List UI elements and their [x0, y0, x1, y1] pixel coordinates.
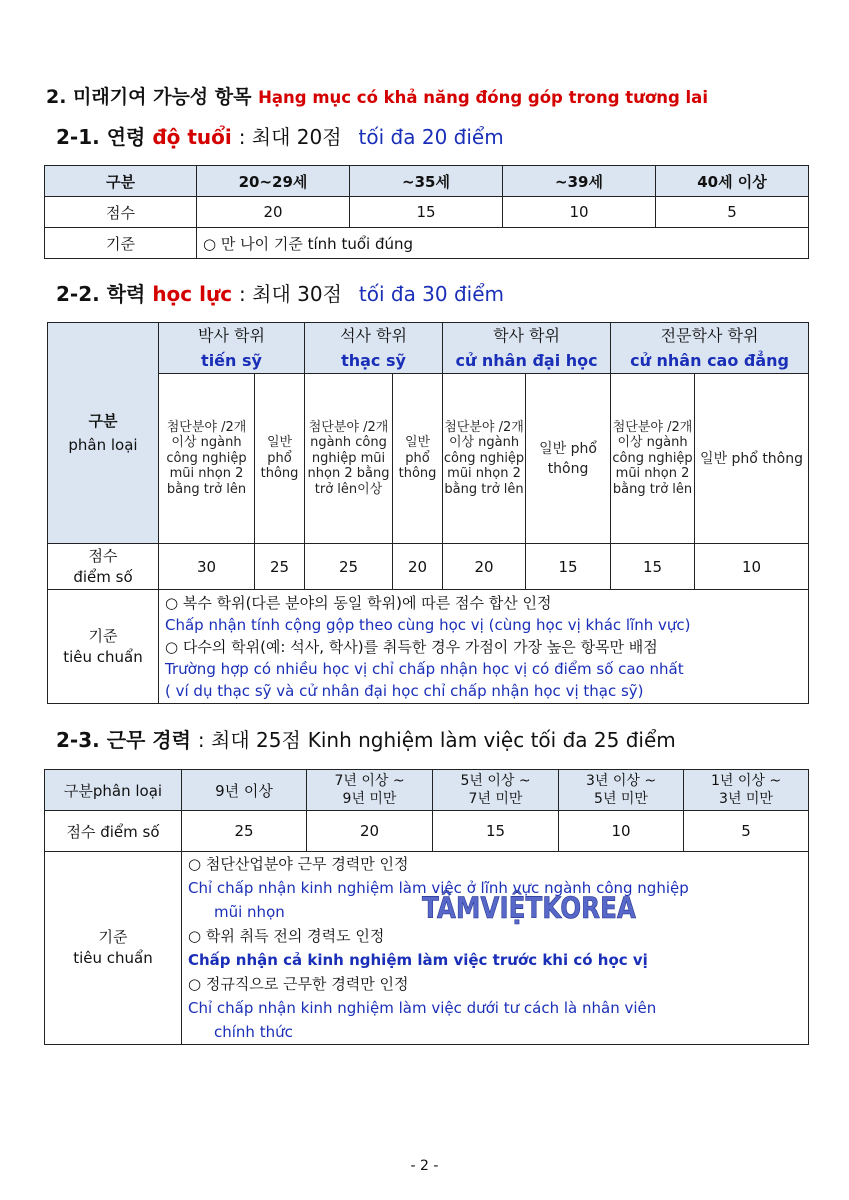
- experience-score: 5: [684, 811, 809, 852]
- age-score: 10: [503, 197, 656, 228]
- section-heading-vi: Hạng mục có khả năng đóng góp trong tương lai: [258, 88, 708, 107]
- experience-col-header: 구분phân loại: [45, 770, 182, 811]
- education-score: 25: [305, 544, 393, 590]
- age-table: [44, 165, 809, 259]
- education-heading: 2-2. 학력 học lực : 최대 30점 tối đa 30 điểm: [56, 282, 505, 306]
- education-score: 25: [255, 544, 305, 590]
- experience-score: 20: [307, 811, 433, 852]
- education-table: [47, 322, 809, 704]
- experience-col: 9년 이상: [182, 770, 307, 811]
- sub-general: 일반 phổ thông: [255, 374, 305, 544]
- degree-bachelor: 학사 학위 cử nhân đại học: [443, 323, 611, 374]
- age-col: ~35세: [350, 166, 503, 197]
- education-score: 30: [159, 544, 255, 590]
- section-heading: [46, 82, 708, 109]
- sub-advanced: 첨단분야 /2개 이상 ngành công nghiệp mũi nhọn 2 bằng trở lên: [611, 374, 695, 544]
- age-criteria-label: 기준: [45, 228, 197, 259]
- experience-heading: 2-3. 근무 경력 : 최대 25점 Kinh nghiệm làm việc tối đa 25 điểm: [56, 728, 676, 752]
- watermark-logo: [420, 880, 640, 930]
- age-score: 5: [656, 197, 809, 228]
- sub-general: 일반 phổ thông: [695, 374, 809, 544]
- svg-text:TÂMVIỆTKOREA: TÂMVIỆTKOREA: [422, 891, 637, 925]
- age-score: 15: [350, 197, 503, 228]
- experience-col: 5년 이상 ~ 7년 미만: [433, 770, 559, 811]
- experience-score: 25: [182, 811, 307, 852]
- age-col: 20~29세: [197, 166, 350, 197]
- education-criteria-label: 기준 tiêu chuẩn: [48, 590, 159, 704]
- experience-score: 15: [433, 811, 559, 852]
- sub-general: 일반 phổ thông: [393, 374, 443, 544]
- degree-master: 석사 학위 thạc sỹ: [305, 323, 443, 374]
- age-col-header: 구분: [45, 166, 197, 197]
- sub-general: 일반 phổ thông: [526, 374, 611, 544]
- experience-score-label: 점수 điểm số: [45, 811, 182, 852]
- page-number: - 2 -: [410, 1158, 439, 1174]
- education-col-header: 구분 phân loại: [48, 323, 159, 544]
- experience-col: 3년 이상 ~ 5년 미만: [559, 770, 684, 811]
- age-score: 20: [197, 197, 350, 228]
- experience-criteria-label: 기준 tiêu chuẩn: [45, 852, 182, 1045]
- sub-advanced: 첨단분야 /2개 이상 ngành công nghiệp mũi nhọn 2 bằng trở lên: [443, 374, 526, 544]
- education-score: 10: [695, 544, 809, 590]
- education-score: 15: [526, 544, 611, 590]
- experience-col: 1년 이상 ~ 3년 미만: [684, 770, 809, 811]
- section-heading-kr: 2. 미래기여 가능성 항목: [46, 86, 252, 108]
- sub-advanced: 첨단분야 /2개 이상 ngành công nghiệp mũi nhọn 2 bằng trở lên: [159, 374, 255, 544]
- education-criteria: ○ 복수 학위(다른 분야의 동일 학위)에 따른 점수 합산 인정 Chấp nhận tính cộng gộp theo cùng học vị (cùng học vị khác lĩnh vực) ○ 다수의 학위(예: 석사, 학사)를 취득한 경우 가점이 가장 높은 항목만 배점 Trường hợp có nhiều học vị chỉ chấp nhận học vị có điểm số cao nhất ( ví dụ thạc sỹ và cử nhân đại học chỉ chấp nhận học vị thạc sỹ): [159, 590, 809, 704]
- education-score-label: 점수 điểm số: [48, 544, 159, 590]
- age-heading: 2-1. 연령 độ tuổi : 최대 20점 tối đa 20 điểm: [56, 125, 504, 149]
- experience-criteria: ○ 첨단산업분야 근무 경력만 인정 Chỉ chấp nhận kinh nghiệm làm việc ở lĩnh vực ngành công nghiệp mũi nhọn ○ 학위 취득 전의 경력도 인정 Chấp nhận cả kinh nghiệm làm việc trước khi có học vị ○ 정규직으로 근무한 경력만 인정 Chỉ chấp nhận kinh nghiệm làm việc dưới tư cách là nhân viên chính thức: [182, 852, 809, 1045]
- sub-advanced: 첨단분야 /2개 ngành công nghiệp mũi nhọn 2 bằng trở lên이상: [305, 374, 393, 544]
- age-col: ~39세: [503, 166, 656, 197]
- degree-associate: 전문학사 학위 cử nhân cao đẳng: [611, 323, 809, 374]
- education-score: 20: [443, 544, 526, 590]
- education-score: 15: [611, 544, 695, 590]
- education-score: 20: [393, 544, 443, 590]
- experience-col: 7년 이상 ~ 9년 미만: [307, 770, 433, 811]
- age-score-label: 점수: [45, 197, 197, 228]
- degree-phd: 박사 학위 tiến sỹ: [159, 323, 305, 374]
- age-col: 40세 이상: [656, 166, 809, 197]
- experience-score: 10: [559, 811, 684, 852]
- age-criteria: ○ 만 나이 기준 tính tuổi đúng: [197, 228, 809, 259]
